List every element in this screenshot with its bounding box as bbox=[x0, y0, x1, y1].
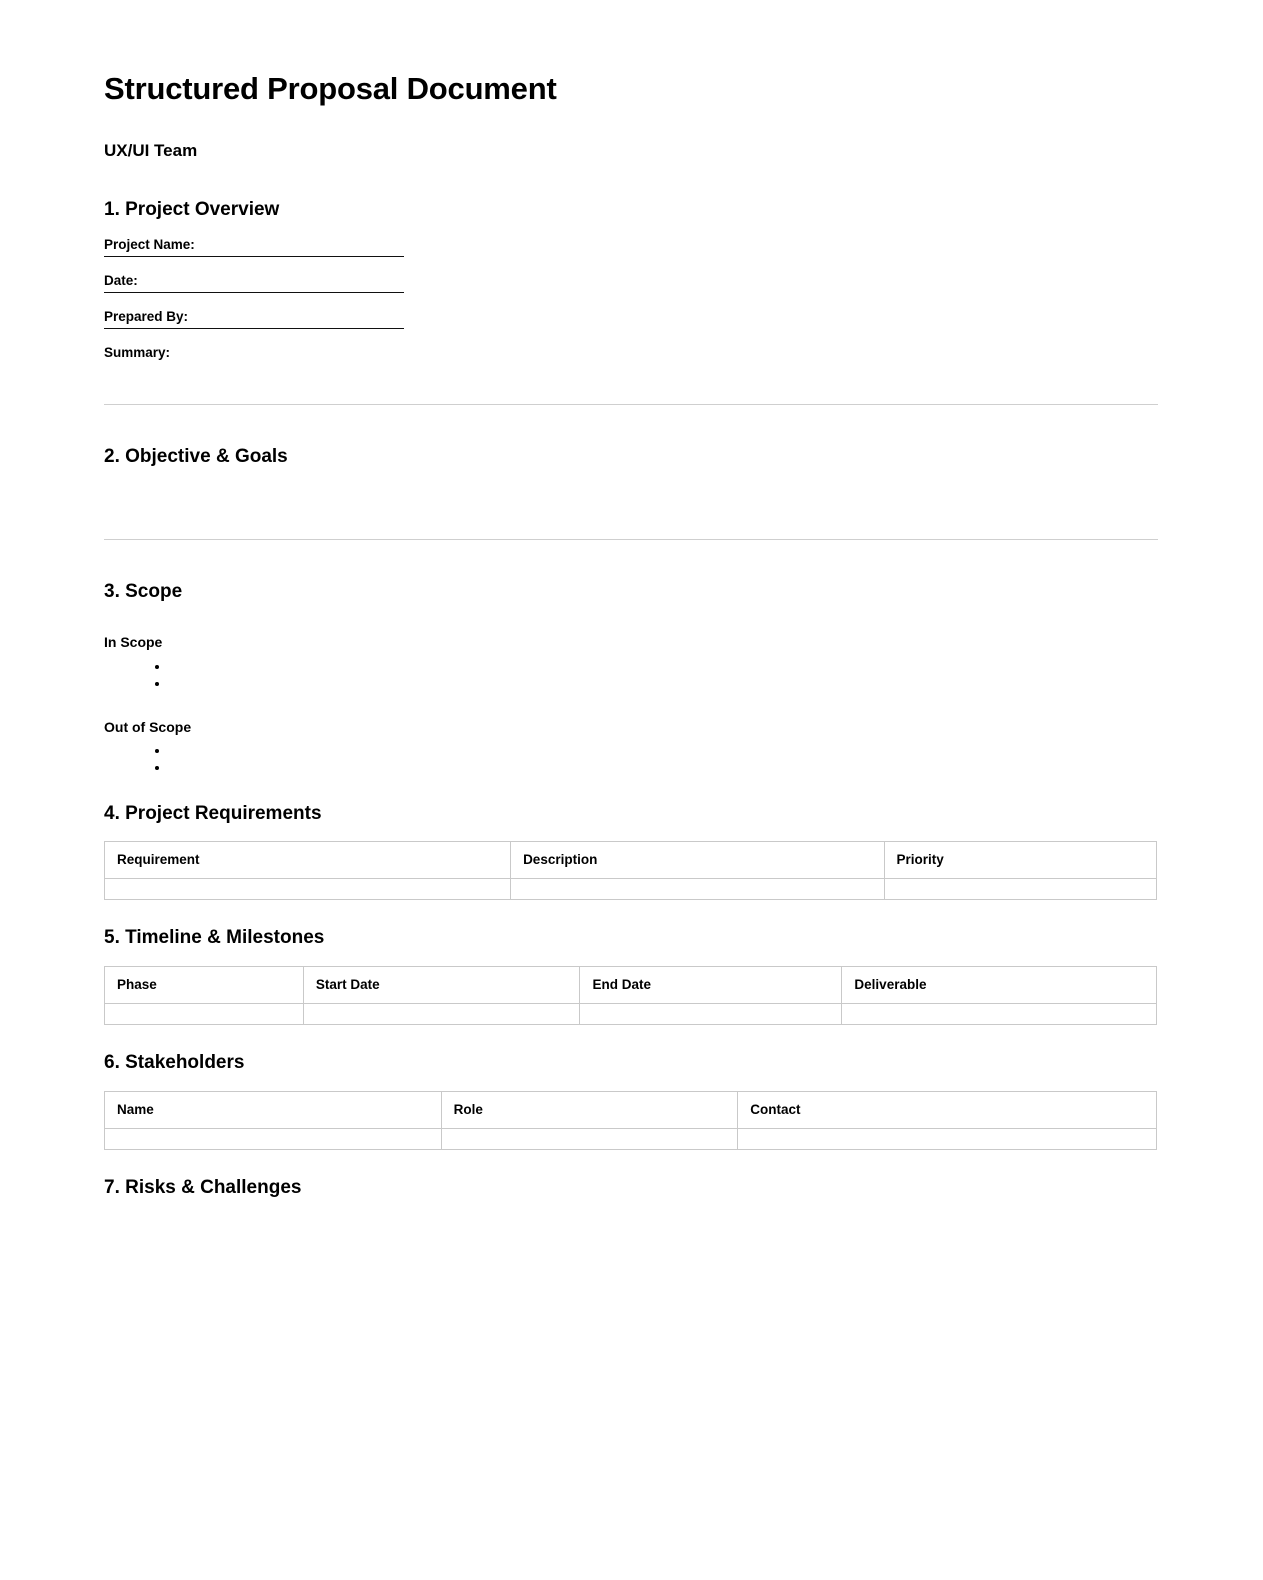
cell-deliverable[interactable] bbox=[842, 1004, 1157, 1025]
spacer bbox=[104, 1025, 1158, 1051]
table-header-row bbox=[105, 1091, 1157, 1128]
spacer bbox=[104, 405, 1158, 445]
field-label-summary: Summary: bbox=[104, 344, 171, 360]
field-label-prepared-by: Prepared By: bbox=[104, 309, 189, 325]
spacer bbox=[104, 364, 1158, 404]
table-row[interactable] bbox=[105, 1004, 1157, 1025]
cell-name[interactable] bbox=[105, 1128, 442, 1149]
fill-in-rule-prepared-by[interactable] bbox=[104, 328, 404, 329]
section-heading-scope: 3. Scope bbox=[104, 580, 183, 602]
field-label-project-name: Project Name: bbox=[104, 237, 195, 253]
column-header-deliverable: Deliverable bbox=[842, 967, 1157, 1004]
spacer bbox=[104, 540, 1158, 580]
column-header-name: Name bbox=[105, 1091, 442, 1128]
subheading-in-scope: In Scope bbox=[104, 634, 163, 651]
section-stakeholders bbox=[104, 1051, 1158, 1150]
section-objective-goals bbox=[104, 445, 1158, 525]
list-item[interactable] bbox=[155, 742, 1158, 759]
table-header-row bbox=[105, 842, 1157, 879]
section-project-requirements bbox=[104, 802, 1158, 901]
spacer bbox=[104, 900, 1158, 926]
table-row[interactable] bbox=[105, 1128, 1157, 1149]
cell-phase[interactable] bbox=[105, 1004, 304, 1025]
table-row[interactable] bbox=[105, 879, 1157, 900]
requirements-table bbox=[104, 841, 1157, 900]
column-header-end-date: End Date bbox=[580, 967, 842, 1004]
fill-in-rule-project-name[interactable] bbox=[104, 256, 404, 257]
stakeholders-table bbox=[104, 1091, 1157, 1150]
section-risks-challenges bbox=[104, 1176, 1158, 1200]
list-item[interactable] bbox=[155, 658, 1158, 675]
subheading-out-of-scope: Out of Scope bbox=[104, 718, 192, 735]
field-summary bbox=[104, 345, 1158, 364]
cell-end-date[interactable] bbox=[580, 1004, 842, 1025]
cell-priority[interactable] bbox=[884, 879, 1156, 900]
cell-contact[interactable] bbox=[738, 1128, 1157, 1149]
column-header-priority: Priority bbox=[884, 842, 1156, 879]
section-heading-project-overview: 1. Project Overview bbox=[104, 198, 280, 220]
cell-role[interactable] bbox=[441, 1128, 738, 1149]
field-date bbox=[104, 273, 1158, 293]
column-header-role: Role bbox=[441, 1091, 738, 1128]
field-prepared-by bbox=[104, 309, 1158, 329]
timeline-table bbox=[104, 966, 1157, 1025]
section-timeline-milestones bbox=[104, 926, 1158, 1025]
spacer bbox=[104, 619, 1158, 633]
cell-start-date[interactable] bbox=[303, 1004, 580, 1025]
table-header-row bbox=[105, 967, 1157, 1004]
column-header-phase: Phase bbox=[105, 967, 304, 1004]
section-scope bbox=[104, 580, 1158, 776]
spacer bbox=[104, 692, 1158, 718]
field-project-name bbox=[104, 237, 1158, 257]
section-heading-stakeholders: 6. Stakeholders bbox=[104, 1052, 245, 1074]
page-title: Structured Proposal Document bbox=[104, 71, 557, 106]
column-header-requirement: Requirement bbox=[105, 842, 511, 879]
list-item[interactable] bbox=[155, 675, 1158, 692]
column-header-contact: Contact bbox=[738, 1091, 1157, 1128]
objective-goals-body bbox=[104, 485, 1158, 525]
spacer bbox=[104, 776, 1158, 802]
in-scope-list bbox=[104, 658, 1158, 692]
section-heading-objective-goals: 2. Objective & Goals bbox=[104, 445, 288, 467]
document-subtitle: UX/UI Team bbox=[104, 141, 198, 161]
spacer bbox=[104, 1150, 1158, 1176]
column-header-description: Description bbox=[511, 842, 884, 879]
section-heading-project-requirements: 4. Project Requirements bbox=[104, 802, 322, 824]
cell-description[interactable] bbox=[511, 879, 884, 900]
list-item[interactable] bbox=[155, 759, 1158, 776]
column-header-start-date: Start Date bbox=[303, 967, 580, 1004]
fill-in-rule-date[interactable] bbox=[104, 292, 404, 293]
section-project-overview bbox=[104, 198, 1158, 364]
section-heading-risks-challenges: 7. Risks & Challenges bbox=[104, 1176, 302, 1198]
field-label-date: Date: bbox=[104, 273, 138, 289]
section-heading-timeline-milestones: 5. Timeline & Milestones bbox=[104, 927, 325, 949]
project-overview-fields bbox=[104, 237, 1158, 364]
cell-requirement[interactable] bbox=[105, 879, 511, 900]
out-of-scope-list bbox=[104, 742, 1158, 776]
spacer bbox=[104, 525, 1158, 539]
